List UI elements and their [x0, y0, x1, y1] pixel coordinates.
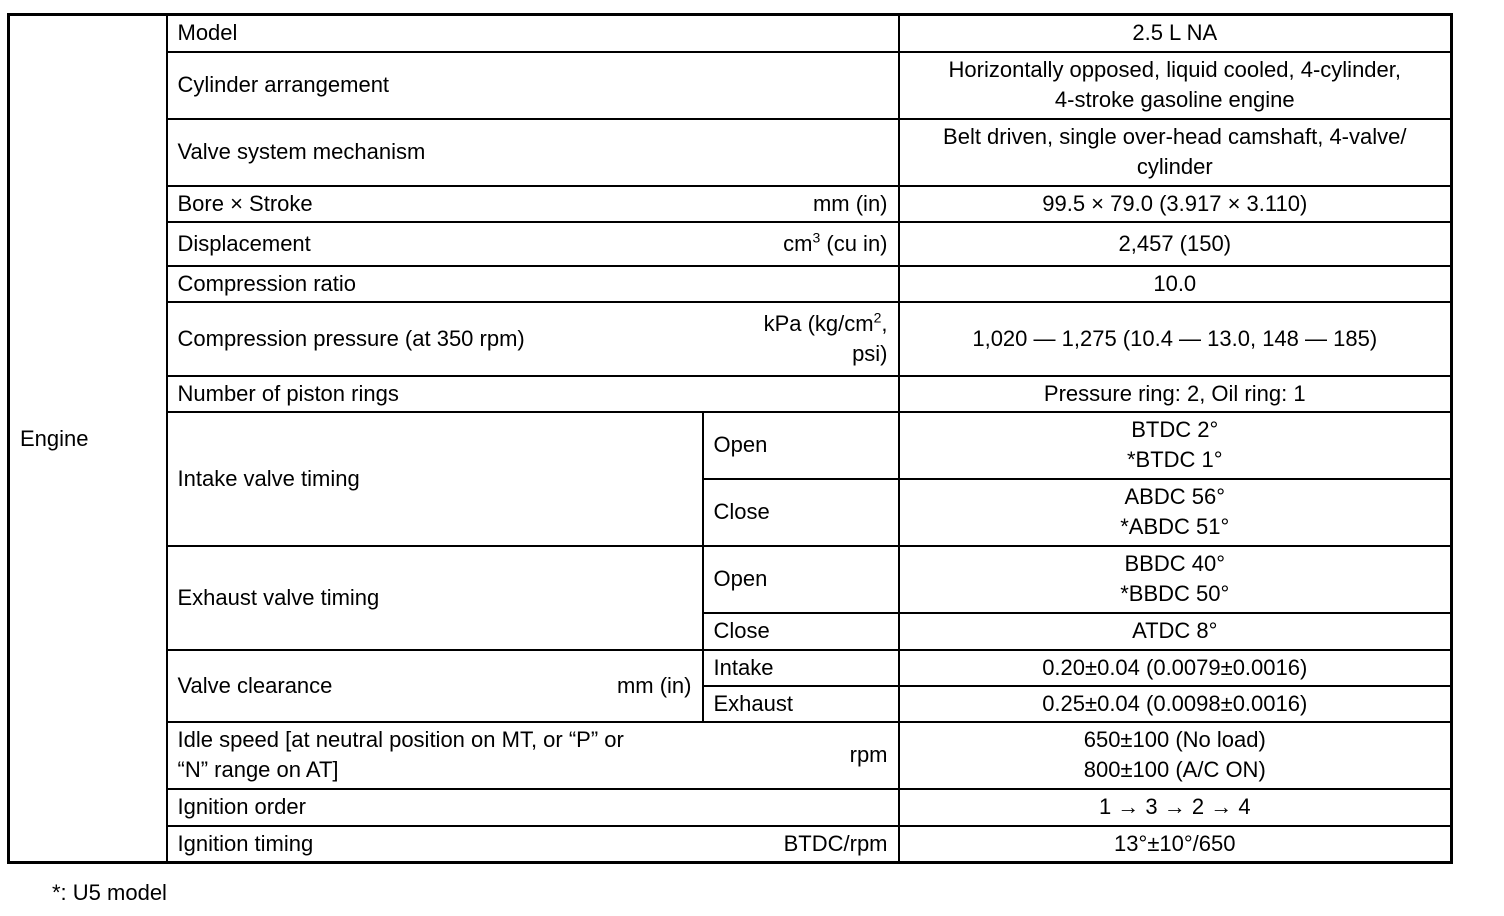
label-bore-stroke-text: Bore × Stroke [177, 190, 313, 216]
value-compression-ratio: 10.0 [899, 266, 1452, 302]
engine-spec-table [7, 13, 1453, 864]
row-bore-stroke [9, 186, 1452, 222]
value-displacement: 2,457 (150) [899, 222, 1452, 266]
value-cylinder-line1: Horizontally opposed, liquid cooled, 4-cylinder, [948, 57, 1401, 82]
sublabel-exhaust-close: Close [703, 613, 899, 650]
label-ignition-order: Ignition order [167, 789, 899, 826]
row-compression-pressure [9, 302, 1452, 376]
label-valve-system: Valve system mechanism [167, 119, 899, 186]
value-valve-system [899, 119, 1452, 186]
value-intake-close-u5: *ABDC 51° [1120, 514, 1230, 539]
value-clearance-intake: 0.20±0.04 (0.0079±0.0016) [899, 650, 1452, 686]
unit-displacement: $cm^3$ (cu in) [783, 229, 888, 256]
value-ignition-order: 1 → 3 → 2 → 4 [899, 789, 1452, 826]
value-intake-close [899, 479, 1452, 546]
row-piston-rings [9, 376, 1452, 412]
row-displacement [9, 222, 1452, 266]
value-valve-system-line2: cylinder [1136, 154, 1213, 179]
value-idle-ac-on: 800±100 (A/C ON) [1083, 757, 1266, 782]
value-valve-system-line1: Belt driven, single over-head camshaft, 4-valve/ [943, 124, 1407, 149]
label-ignition-timing-text: Ignition timing [177, 830, 314, 856]
row-cylinder-arrangement [9, 52, 1452, 119]
value-cylinder-arrangement [899, 52, 1452, 119]
row-compression-ratio [9, 266, 1452, 302]
label-cylinder-arrangement: Cylinder arrangement [167, 52, 899, 119]
value-intake-open-u5: *BTDC 1° [1126, 447, 1223, 472]
row-model [9, 15, 1452, 52]
label-idle-speed-text: Idle speed [at neutral position on MT, or “P” or “N” range on AT] [177, 727, 624, 782]
label-valve-clearance-text: Valve clearance [177, 672, 333, 698]
value-clearance-exhaust: 0.25±0.04 (0.0098±0.0016) [899, 686, 1452, 722]
label-bore-stroke [167, 186, 899, 222]
label-displacement-text: Displacement [177, 230, 311, 256]
value-idle-speed [899, 722, 1452, 789]
value-exhaust-close: ATDC 8° [899, 613, 1452, 650]
sublabel-intake-open: Open [703, 412, 899, 479]
label-intake-valve-timing: Intake valve timing [167, 412, 703, 546]
sublabel-clearance-intake: Intake [703, 650, 899, 686]
label-exhaust-valve-timing: Exhaust valve timing [167, 546, 703, 650]
unit-idle-speed: rpm [849, 742, 888, 767]
value-idle-no-load: 650±100 (No load) [1083, 727, 1266, 752]
sublabel-intake-close: Close [703, 479, 899, 546]
row-intake-open [9, 412, 1452, 479]
value-piston-rings: Pressure ring: 2, Oil ring: 1 [899, 376, 1452, 412]
value-model: 2.5 L NA [899, 15, 1452, 52]
row-idle-speed [9, 722, 1452, 789]
label-displacement [167, 222, 899, 266]
label-compression-pressure-text: Compression pressure (at 350 rpm) [177, 325, 525, 351]
row-exhaust-open [9, 546, 1452, 613]
value-intake-open [899, 412, 1452, 479]
value-exhaust-open-u5: *BBDC 50° [1120, 581, 1230, 606]
category-engine: Engine [9, 15, 167, 863]
value-bore-stroke: 99.5 × 79.0 (3.917 × 3.110) [899, 186, 1452, 222]
label-valve-clearance [167, 650, 703, 722]
label-piston-rings: Number of piston rings [167, 376, 899, 412]
sublabel-clearance-exhaust: Exhaust [703, 686, 899, 722]
label-ignition-timing [167, 826, 899, 863]
unit-valve-clearance: mm (in) [616, 672, 692, 698]
value-compression-pressure: 1,020 — 1,275 (10.4 — 13.0, 148 — 185) [899, 302, 1452, 376]
value-intake-close-std: ABDC 56° [1124, 484, 1226, 509]
label-model: Model [167, 15, 899, 52]
sublabel-exhaust-open: Open [703, 546, 899, 613]
label-compression-ratio: Compression ratio [167, 266, 899, 302]
value-exhaust-open-std: BBDC 40° [1124, 551, 1226, 576]
value-cylinder-line2: 4-stroke gasoline engine [1054, 87, 1295, 112]
unit-compression-pressure: kPa ($kg/cm^2$, psi) [763, 309, 888, 366]
row-ignition-timing [9, 826, 1452, 863]
value-ignition-timing: 13°±10°/650 [899, 826, 1452, 863]
unit-ignition-timing: BTDC/rpm [783, 830, 888, 856]
value-exhaust-open [899, 546, 1452, 613]
value-intake-open-std: BTDC 2° [1131, 417, 1219, 442]
footnote: *: U5 model [52, 880, 167, 905]
label-idle-speed [167, 722, 899, 789]
label-compression-pressure [167, 302, 899, 376]
row-valve-system [9, 119, 1452, 186]
row-ignition-order [9, 789, 1452, 826]
row-valve-clearance-intake [9, 650, 1452, 686]
unit-bore-stroke: mm (in) [812, 190, 888, 216]
